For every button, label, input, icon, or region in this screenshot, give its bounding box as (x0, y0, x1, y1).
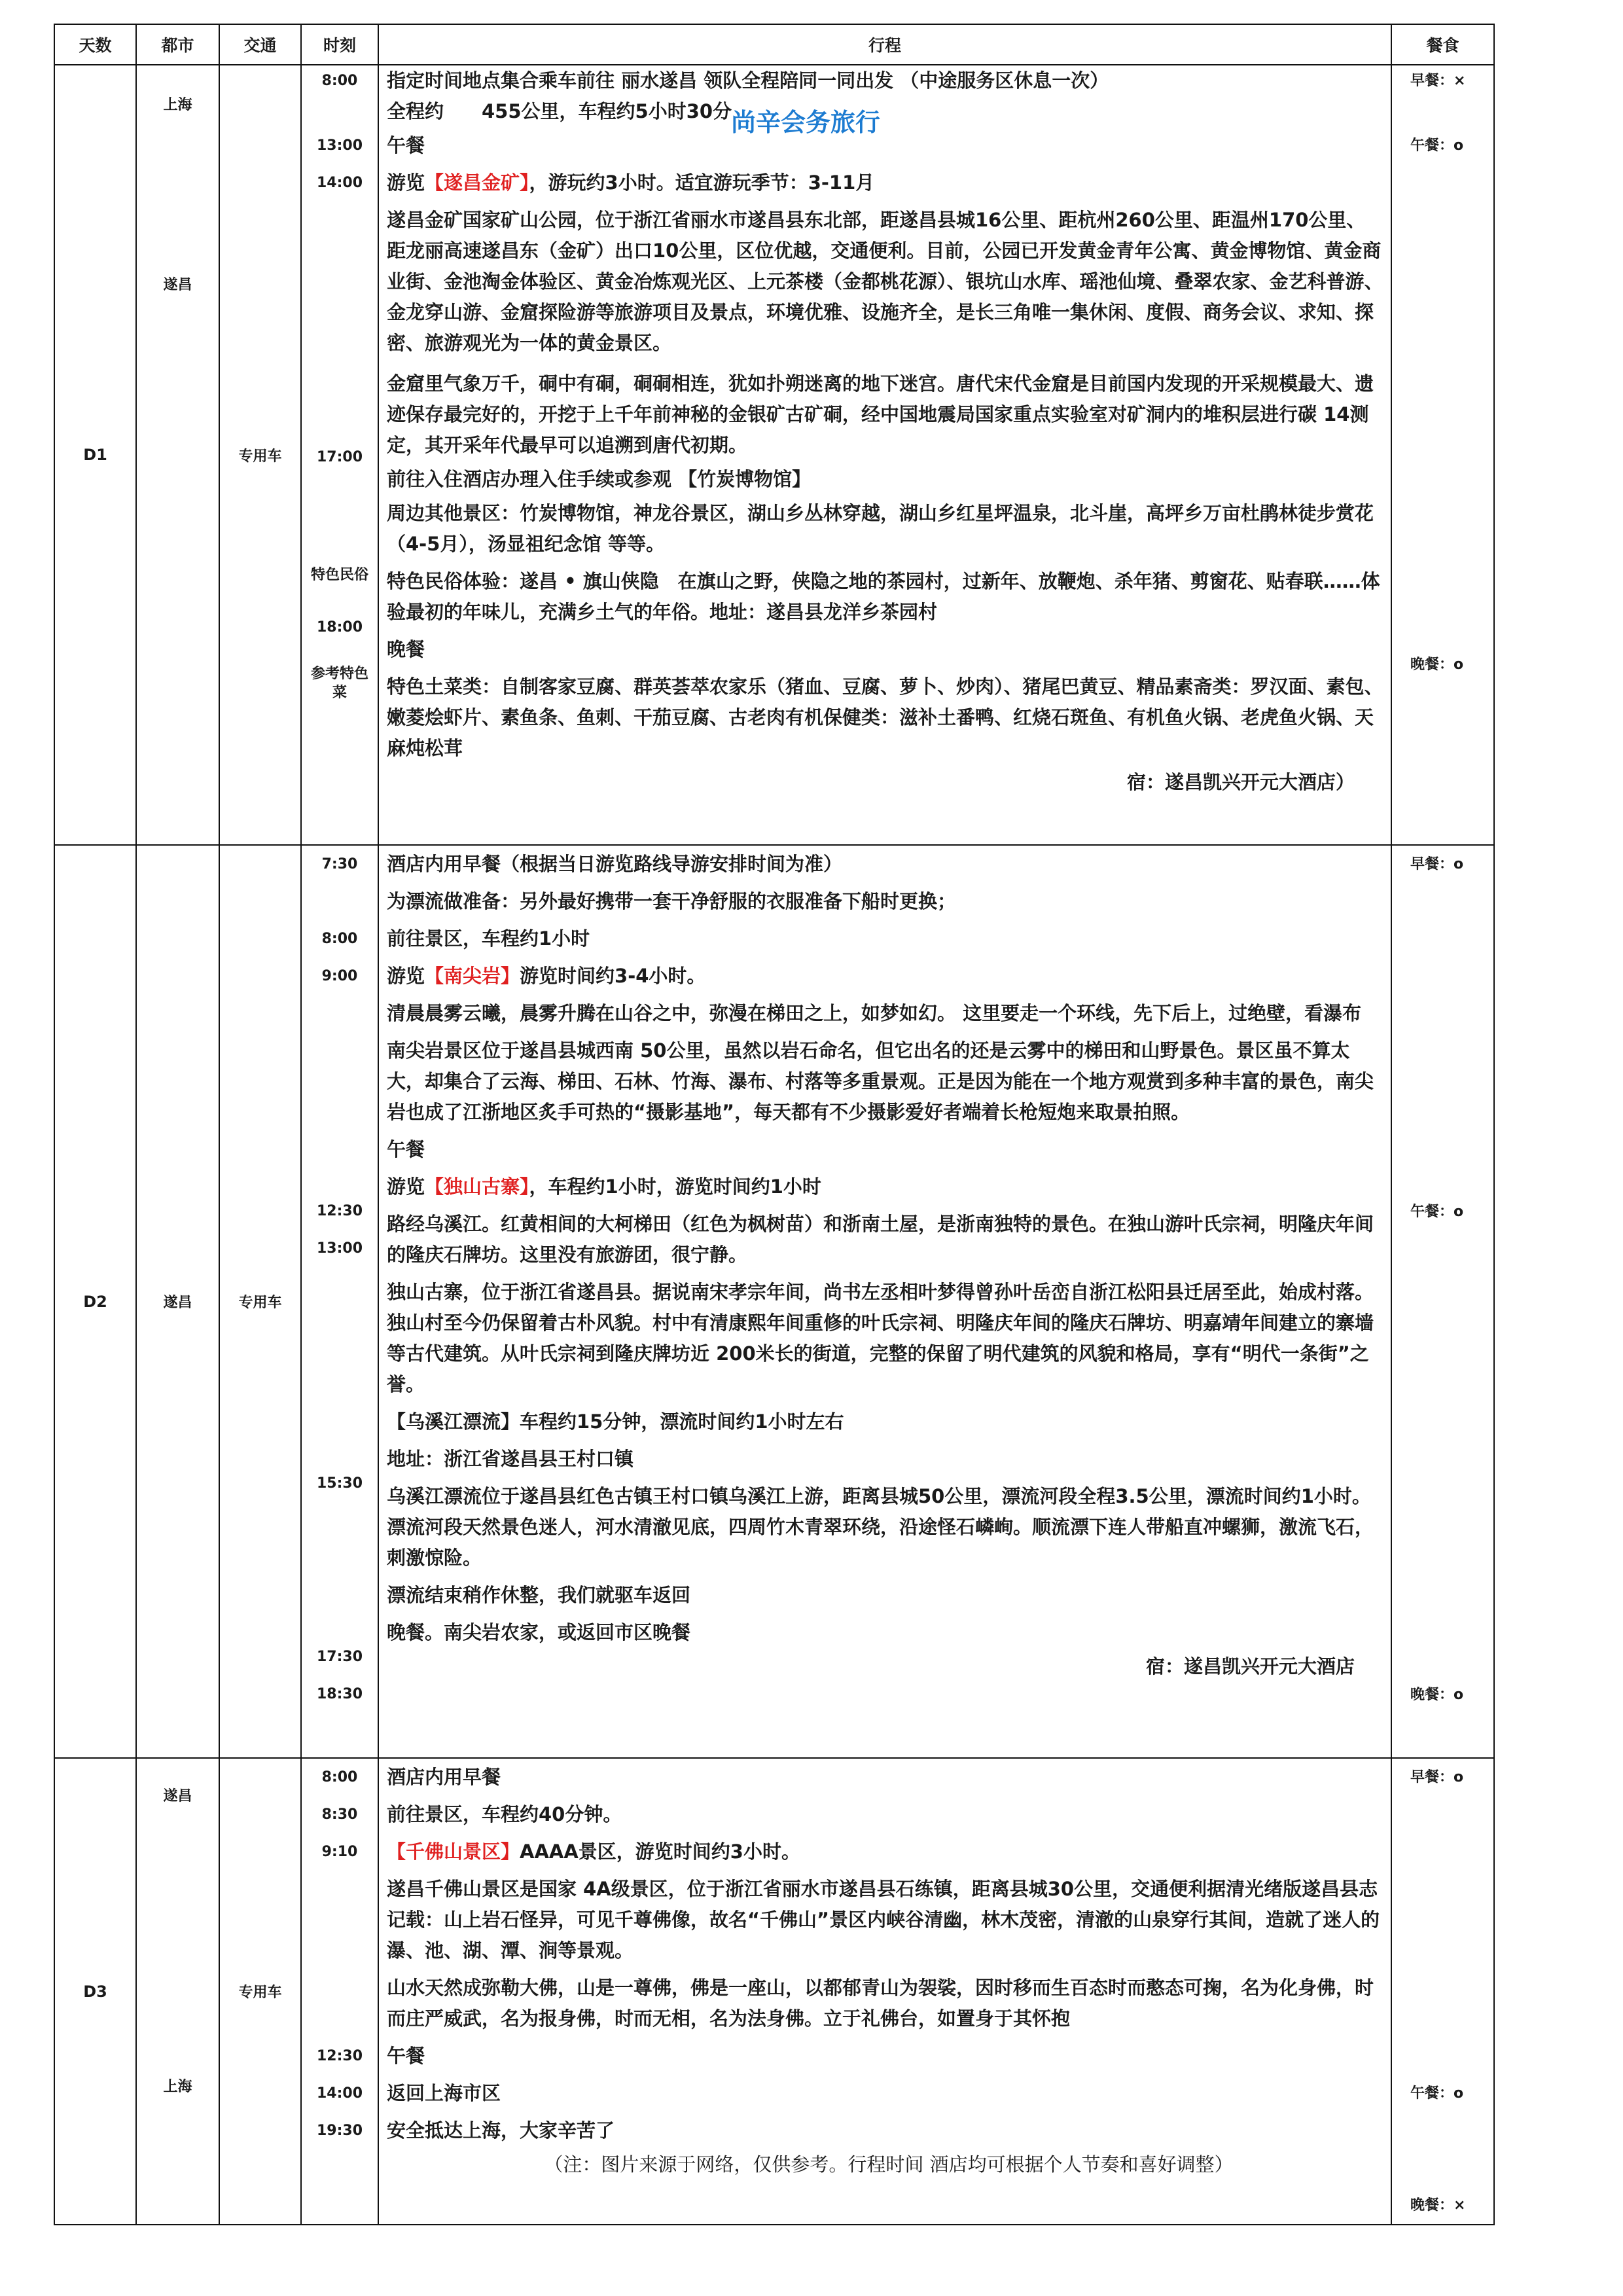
itinerary-cell (378, 1758, 1391, 2225)
header-transport: 交通 (219, 24, 301, 65)
text-suffix: ，车程约1小时，游览时间约1小时 (529, 1175, 821, 1198)
itinerary-line: 全程约 455公里，车程约5小时30分 (387, 100, 732, 122)
time-blank (302, 1502, 378, 1539)
time-slot: 13:00 (316, 137, 363, 154)
itinerary-line: 午餐 (387, 134, 425, 156)
transport-cell: 专用车 (219, 845, 301, 1758)
itinerary-paragraph: 特色民俗体验：遂昌 • 旗山侠隐 在旗山之野，侠隐之地的茶园村，过新年、放鞭炮、杀年猪、剪窗花、贴春联……体验最初的年味儿，充满乡土气的年俗。地址：遂昌县龙洋乡茶园村 (387, 570, 1380, 623)
time-blank (302, 1335, 378, 1465)
itinerary-line: 午餐 (387, 2045, 425, 2067)
itinerary-paragraph: 南尖岩景区位于遂昌县城西南 50公里，虽然以岩石命名，但它出名的还是云雾中的梯田和山野景色。景区虽不算太大，却集合了云海、梯田、石林、竹海、瀑布、村落等多重景观。正是因为能在一个地方观赏到多种丰富的景色，南尖岩也成了江浙地区炙手可热的“摄影基地”，每天都有不少摄影爱好者端着长枪短炮来取景拍照。 (387, 1039, 1374, 1123)
meal-lunch: 午餐：o (1410, 2085, 1464, 2102)
city-shanghai: 上海 (163, 2078, 192, 2095)
meal-lunch: 午餐：o (1410, 1204, 1464, 1220)
city-cell (136, 65, 219, 845)
text-suffix: AAAA景区，游览时间约3小时。 (520, 1840, 800, 1863)
day-row-d1 (54, 65, 1494, 845)
itinerary-line (379, 1168, 1391, 1206)
time-slot: 17:00 (316, 449, 363, 465)
time-slot: 12:30 (316, 1203, 363, 1219)
time-blank (302, 883, 378, 920)
day-row-d2 (54, 845, 1494, 1758)
transport-cell: 专用车 (219, 1758, 301, 2225)
header-itinerary: 行程 (378, 24, 1391, 65)
meals-cell (1391, 1758, 1494, 2225)
meal-blank (1392, 1230, 1493, 1676)
time-slot: 8:00 (321, 73, 358, 89)
itinerary-line (379, 958, 1391, 995)
time-blank (302, 96, 378, 127)
header-row (54, 24, 1494, 65)
time-slot: 18:00 (316, 619, 363, 636)
meals-cell (1391, 65, 1494, 845)
time-blank (302, 1969, 378, 2037)
itinerary-line: 指定时间地点集合乘车前往 丽水遂昌 领队全程陪同一同出发 （中途服务区休息一次） (387, 69, 1109, 92)
header-time: 时刻 (301, 24, 378, 65)
itinerary-paragraph: 乌溪江漂流位于遂昌县红色古镇王村口镇乌溪江上游，距离县城50公里，漂流河段全程3.5公里，漂流时间约1小时。漂流河段天然景色迷人，河水清澈见底，四周竹木青翠环绕，沿途怪石嶙峋。顺流漂下连人带船直冲螺狮，激流飞石，刺激惊险。 (387, 1485, 1374, 1569)
text-prefix: 游览 (387, 1175, 425, 1198)
meals-cell (1391, 845, 1494, 1758)
itinerary-line: 地址：浙江省遂昌县王村口镇 (387, 1448, 634, 1470)
header-meals: 餐食 (1391, 24, 1494, 65)
watermark-text: 尚辛会务旅行 (731, 108, 881, 137)
meal-blank (1392, 164, 1493, 646)
text-prefix: 游览 (387, 965, 425, 987)
header-city: 都市 (136, 24, 219, 65)
time-slot: 18:30 (316, 1686, 363, 1702)
footnote: （注：图片来源于网络，仅供参考。行程时间 酒店均可根据个人节奏和喜好调整） (544, 2153, 1234, 2176)
meal-breakfast: 早餐：o (1410, 1769, 1464, 1785)
attraction-name: 【独山古寨】 (425, 1175, 529, 1198)
day-cell: D3 (54, 1758, 136, 2225)
transport-cell: 专用车 (219, 65, 301, 845)
time-slot: 14:00 (316, 175, 363, 191)
itinerary-paragraph: 周边其他景区：竹炭博物馆，神龙谷景区，湖山乡丛林穿越，湖山乡红星坪温泉，北斗崖，高坪乡万亩杜鹃林徒步赏花（4-5月），汤显祖纪念馆 等等。 (387, 502, 1374, 555)
itinerary-line: 前往景区，车程约40分钟。 (387, 1803, 622, 1825)
itinerary-paragraph: 金窟里气象万千，硐中有硐，硐硐相连，犹如扑朔迷离的地下迷宫。唐代宋代金窟是目前国内发现的开采规模最大、遗迹保存最完好的，开挖于上千年前神秘的金银矿古矿硐，经中国地震局国家重点实验室对矿洞内的堆积层进行碳 14测定，其开采年代最早可以追溯到唐代初期。 (387, 372, 1374, 456)
meal-dinner: 晚餐：o (1410, 1687, 1464, 1703)
itinerary-line: 为漂流做准备：另外最好携带一套干净舒服的衣服准备下船时更换； (387, 890, 957, 912)
time-blank (302, 1871, 378, 1969)
itinerary-paragraph: 独山古寨，位于浙江省遂昌县。据说南宋孝宗年间，尚书左丞相叶梦得曾孙叶岳峦自浙江松阳县迁居至此，始成村落。独山村至今仍保留着古朴风貌。村中有清康熙年间重修的叶氏宗祠、明隆庆年间的隆庆石牌坊、明嘉靖年间建立的寨墙等古代建筑。从叶氏宗祠到隆庆牌坊近 200米长的街道，完整的保留了明代建筑的风貌和格局，享有“明代一条街”之誉。 (387, 1281, 1374, 1395)
time-blank (302, 473, 378, 541)
itinerary-line (379, 164, 1391, 202)
stay-line: 宿：遂昌凯兴开元大酒店 (1145, 1655, 1355, 1677)
city-suichang: 遂昌 (163, 276, 192, 293)
city-cell: 遂昌 (136, 845, 219, 1758)
city-blank (137, 1833, 219, 2049)
itinerary-paragraph: 路经乌溪江。红黄相间的大柯梯田（红色为枫树苗）和浙南土屋，是浙南独特的景色。在独山游叶氏宗祠，明隆庆年间的隆庆石牌坊。这里没有旅游团，很宁静。 (387, 1213, 1374, 1266)
meal-blank (1392, 2112, 1493, 2187)
itinerary-line: 酒店内用早餐 (387, 1766, 501, 1788)
time-slot: 参考特色菜 (310, 666, 368, 701)
itinerary-line: 晚餐 (387, 638, 425, 660)
itinerary-sheet (54, 24, 1493, 2225)
itinerary-paragraph: 山水天然成弥勒大佛，山是一尊佛，佛是一座山，以都郁青山为袈裟，因时移而生百态时而憨态可掬，名为化身佛，时而庄严威武，名为报身佛，时而无相，名为法身佛。立于礼佛台，如置身于其怀抱 (387, 1977, 1374, 2030)
time-column (301, 1758, 378, 2225)
meal-lunch: 午餐：o (1410, 137, 1464, 154)
meal-blank (1392, 96, 1493, 127)
attraction-name: 【千佛山景区】 (387, 1840, 520, 1863)
city-suichang: 遂昌 (163, 1787, 192, 1804)
itinerary-cell (378, 65, 1391, 845)
itinerary-table (54, 24, 1495, 2225)
itinerary-line: 前往入住酒店办理入住手续或参观 【竹炭博物馆】 (387, 468, 812, 490)
stay-line: 宿：遂昌凯兴开元大酒店） (1126, 771, 1355, 793)
day-cell: D1 (54, 65, 136, 845)
header-day: 天数 (54, 24, 136, 65)
time-slot: 13:00 (316, 1240, 363, 1257)
itinerary-line: 午餐 (387, 1138, 425, 1160)
meal-dinner: 晚餐：o (1410, 656, 1464, 673)
meal-blank (1392, 883, 1493, 1193)
time-column (301, 845, 378, 1758)
time-slot: 8:00 (321, 1769, 358, 1785)
time-blank (302, 202, 378, 332)
time-slot: 12:30 (316, 2048, 363, 2064)
day-row-d3 (54, 1758, 1494, 2225)
meal-dinner: 晚餐：× (1410, 2197, 1466, 2214)
time-slot: 8:00 (321, 931, 358, 947)
time-blank (302, 995, 378, 1063)
itinerary-line: 【乌溪江漂流】车程约15分钟，漂流时间约1小时左右 (387, 1410, 844, 1433)
itinerary-line: 晚餐。南尖岩农家，或返回市区晚餐 (387, 1621, 691, 1643)
time-slot: 9:00 (321, 968, 358, 984)
itinerary-paragraph: 特色土菜类：自制客家豆腐、群英荟萃农家乐（猪血、豆腐、萝卜、炒肉）、猪尾巴黄豆、精品素斋类：罗汉面、素包、嫩菱烩虾片、素鱼条、鱼刺、干茄豆腐、古老肉有机保健类：滋补土番鸭、红烧石斑鱼、有机鱼火锅、老虎鱼火锅、天麻炖松茸 (387, 675, 1383, 759)
day-cell: D2 (54, 845, 136, 1758)
text-suffix: 游览时间约3-4小时。 (520, 965, 706, 987)
text-suffix: ，游玩约3小时。适宜游玩季节：3-11月 (529, 171, 875, 194)
itinerary-line: 前往景区，车程约1小时 (387, 927, 590, 950)
city-cell (136, 1758, 219, 2225)
itinerary-line: 返回上海市区 (387, 2082, 501, 2104)
time-slot: 15:30 (316, 1475, 363, 1492)
meal-blank (1392, 1796, 1493, 2075)
time-blank (302, 1539, 378, 1638)
time-slot: 特色民俗 (310, 566, 368, 583)
itinerary-line: 酒店内用早餐（根据当日游览路线导游安排时间为准） (387, 853, 843, 875)
time-slot: 14:00 (316, 2085, 363, 2102)
time-slot: 9:10 (321, 1844, 358, 1860)
time-slot: 19:30 (316, 2123, 363, 2139)
meal-breakfast: 早餐：× (1410, 73, 1466, 89)
attraction-name: 【遂昌金矿】 (425, 171, 529, 194)
time-blank (302, 332, 378, 442)
time-slot: 17:30 (316, 1649, 363, 1665)
itinerary-paragraph: 遂昌金矿国家矿山公园，位于浙江省丽水市遂昌县东北部，距遂昌县城16公里、距杭州260公里、距温州170公里、距龙丽高速遂昌东（金矿）出口10公里，区位优越，交通便利。目前，公园已开发黄金青年公寓、黄金博物馆、黄金商业街、金池淘金体验区、黄金冶炼观光区、上元茶楼（金都桃花源）、银坑山水库、瑶池仙境、叠翠农家、金艺科普游、金龙穿山游、金窟探险游等旅游项目及景点，环境优雅、设施齐全，是长三角唯一集休闲、度假、商务会议、求知、探密、旅游观光为一体的黄金景区。 (387, 209, 1383, 354)
attraction-name: 【南尖岩】 (425, 965, 520, 987)
time-blank (302, 1063, 378, 1193)
itinerary-cell (378, 845, 1391, 1758)
itinerary-paragraph: 遂昌千佛山景区是国家 4A级景区，位于浙江省丽水市遂昌县石练镇，距离县城30公里，交通便利据清光绪版遂昌县志记载：山上岩石怪异，可见千尊佛像，故名“千佛山”景区内峡谷清幽，林木茂密，清澈的山泉穿行其间，造就了迷人的瀑、池、湖、潭、涧等景观。 (387, 1878, 1380, 1962)
text-prefix: 游览 (387, 171, 425, 194)
itinerary-line: 安全抵达上海，大家辛苦了 (387, 2119, 615, 2142)
itinerary-paragraph: 清晨晨雾云曦，晨雾升腾在山谷之中，弥漫在梯田之上，如梦如幻。 这里要走一个环线，先下后上，过绝壁，看瀑布 (387, 1002, 1362, 1024)
time-slot: 8:30 (321, 1806, 358, 1823)
time-blank (302, 1267, 378, 1335)
itinerary-line (379, 1833, 1391, 1871)
time-column (301, 65, 378, 845)
time-slot: 7:30 (321, 856, 358, 872)
itinerary-line: 漂流结束稍作休整，我们就驱车返回 (387, 1584, 691, 1606)
meal-breakfast: 早餐：o (1410, 856, 1464, 872)
city-shanghai: 上海 (163, 96, 192, 113)
